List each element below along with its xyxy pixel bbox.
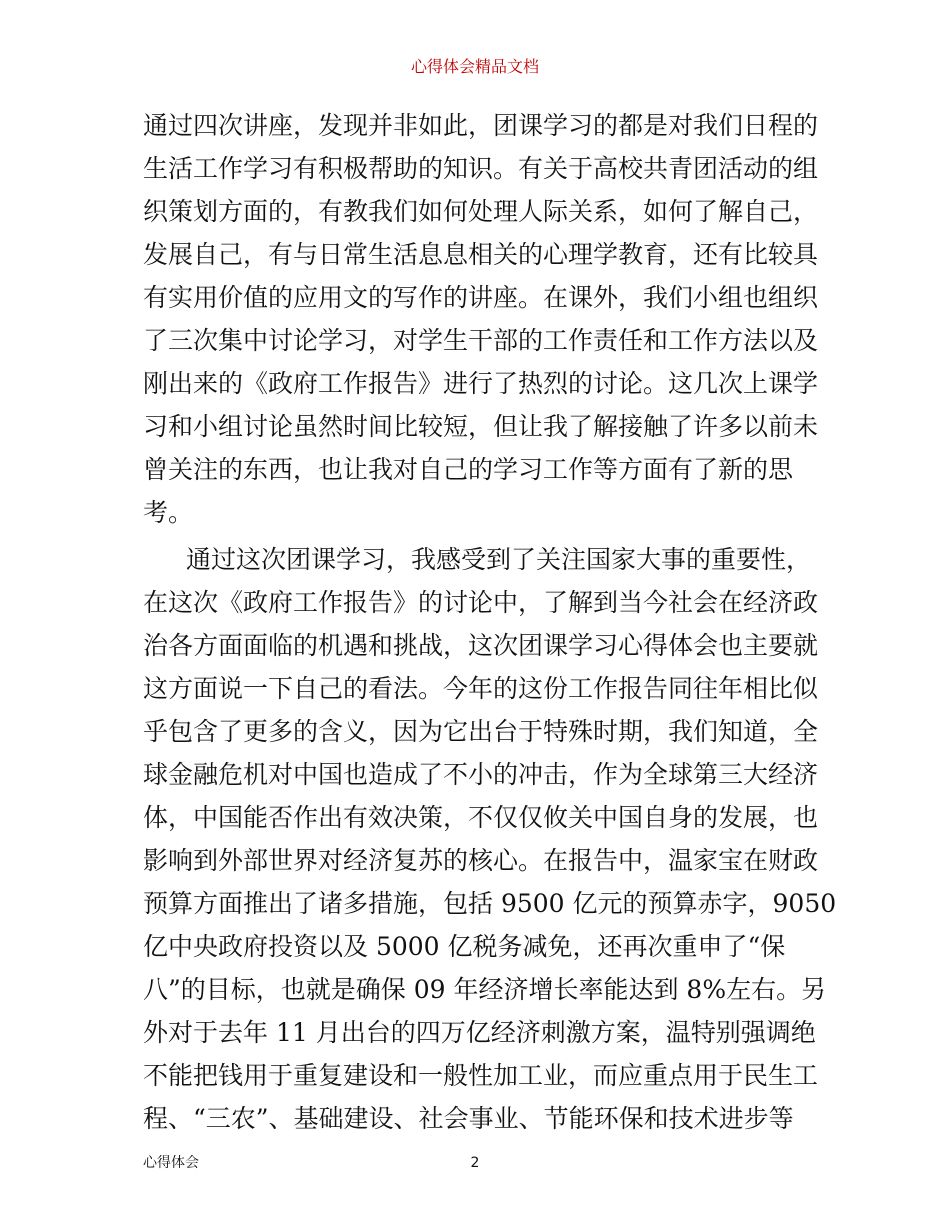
text-line: 体，中国能否作出有效决策，不仅仅攸关中国自身的发展，也 <box>143 803 819 832</box>
text-line: 考。 <box>143 498 194 527</box>
text-line: 不能把钱用于重复建设和一般性加工业，而应重点用于民生工 <box>143 1061 819 1090</box>
text-line: 这方面说一下自己的看法。今年的这份工作报告同往年相比似 <box>143 674 819 703</box>
page-number: 2 <box>470 1155 480 1171</box>
text-line: 乎包含了更多的含义，因为它出台于特殊时期，我们知道，全 <box>143 717 819 746</box>
paragraph <box>143 104 819 534</box>
text-line: 影响到外部世界对经济复苏的核心。在报告中，温家宝在财政 <box>143 846 819 875</box>
text-line: 刚出来的《政府工作报告》进行了热烈的讨论。这几次上课学 <box>143 369 819 398</box>
text-line: 生活工作学习有积极帮助的知识。有关于高校共青团活动的组 <box>143 154 819 183</box>
text-line: 习和小组讨论虽然时间比较短，但让我了解接触了许多以前未 <box>143 412 819 441</box>
page-header-title: 心得体会精品文档 <box>410 57 539 76</box>
text-line-indented: 通过这次团课学习，我感受到了关注国家大事的重要性， <box>186 545 812 574</box>
text-line: 预算方面推出了诸多措施，包括 9500 亿元的预算赤字，9050 <box>143 889 837 918</box>
text-line: 曾关注的东西，也让我对自己的学习工作等方面有了新的思 <box>143 455 794 484</box>
text-line: 亿中央政府投资以及 5000 亿税务减免，还再次重申了“保 <box>143 932 786 961</box>
text-line: 八”的目标，也就是确保 09 年经济增长率能达到 8%左右。另 <box>143 975 827 1004</box>
text-line: 了三次集中讨论学习，对学生干部的工作责任和工作方法以及 <box>143 326 819 355</box>
page-footer-label: 心得体会 <box>143 1155 199 1171</box>
text-line: 发展自己，有与日常生活息息相关的心理学教育，还有比较具 <box>143 240 819 269</box>
text-line: 有实用价值的应用文的写作的讲座。在课外，我们小组也组织 <box>143 283 819 312</box>
text-line: 通过四次讲座，发现并非如此，团课学习的都是对我们日程的 <box>143 111 819 140</box>
document-body <box>143 104 837 1140</box>
paragraph <box>143 538 837 1140</box>
text-line: 程、“三农”、基础建设、社会事业、节能环保和技术进步等 <box>143 1104 794 1133</box>
text-line: 治各方面面临的机遇和挑战，这次团课学习心得体会也主要就 <box>143 631 819 660</box>
text-line: 织策划方面的，有教我们如何处理人际关系，如何了解自己， <box>143 197 819 226</box>
text-line: 在这次《政府工作报告》的讨论中，了解到当今社会在经济政 <box>143 588 819 617</box>
text-line: 外对于去年 11 月出台的四万亿经济刺激方案，温特别强调绝 <box>143 1018 816 1047</box>
text-line: 球金融危机对中国也造成了不小的冲击，作为全球第三大经济 <box>143 760 819 789</box>
